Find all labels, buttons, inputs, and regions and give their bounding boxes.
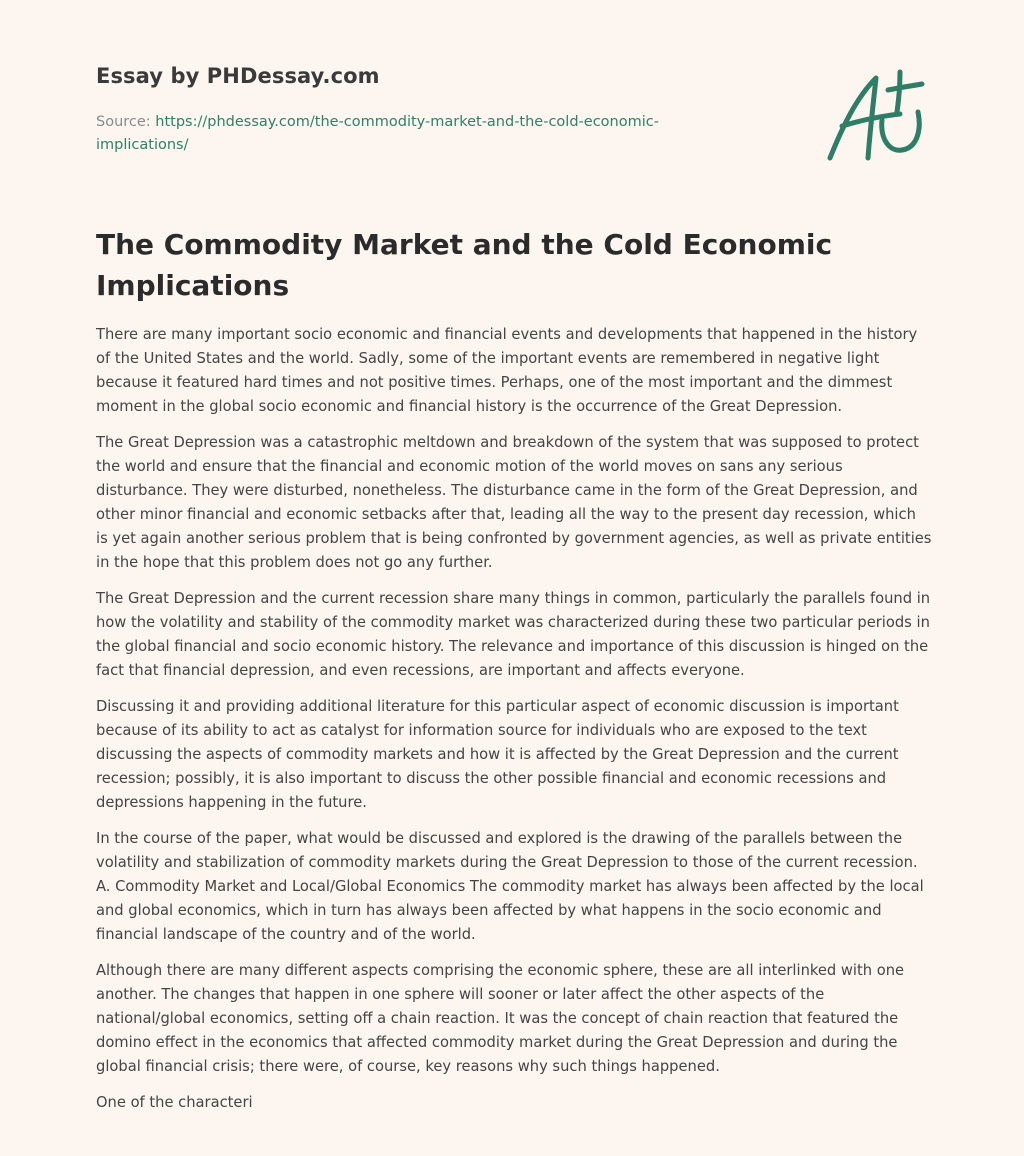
essay-paragraph: There are many important socio economic and financial events and developments that happened in the history of the United States and the world. Sadly, some of the important events are remembered in negative light because it featured hard times and not positive times. Perhaps, one of the most important and the dimmest moment in the global socio economic and financial history is the occurrence of the Great Depression.: [96, 326, 918, 415]
source-label: Source:: [96, 114, 156, 130]
essay-body: [96, 323, 932, 1127]
essay-paragraph: In the course of the paper, what would be discussed and explored is the drawing of the parallels between the volatility and stabilization of commodity markets during the Great Depression to those of the current recession. A. Commodity Market and Local/Global Economics The commodity market has always been affected by the local and global economics, which in turn has always been affected by what happens in the socio economic and financial landscape of the country and of the world.: [96, 830, 924, 943]
essay-paragraph-truncated: One of the characteri: [96, 1094, 253, 1111]
site-brand: Essay by PHDessay.com: [96, 64, 380, 88]
essay-paragraph: The Great Depression was a catastrophic meltdown and breakdown of the system that was supposed to protect the world and ensure that the financial and economic motion of the world moves on sans any serious disturbance. They were disturbed, nonetheless. The disturbance came in the form of the Great Depression, and other minor financial and economic setbacks after that, leading all the way to the present day recession, which is yet again another serious problem that is being confronted by government agencies, as well as private entities in the hope that this problem does not go any further.: [96, 434, 932, 571]
a-plus-grade-icon: [818, 68, 930, 166]
source-link[interactable]: https://phdessay.com/the-commodity-market-and-the-cold-economic-implications/: [96, 114, 659, 153]
essay-paragraph: Discussing it and providing additional literature for this particular aspect of economic discussion is important because of its ability to act as catalyst for information source for individuals who are exposed to the text discussing the aspects of commodity markets and how it is affected by the Great Depression and the current recession; possibly, it is also important to discuss the other possible financial and economic recessions and depressions happening in the future.: [96, 698, 899, 811]
essay-paragraph: The Great Depression and the current recession share many things in common, particularly the parallels found in how the volatility and stability of the commodity market was characterized during these two particular periods in the global financial and socio economic history. The relevance and importance of this discussion is hinged on the fact that financial depression, and even recessions, are important and affects everyone.: [96, 590, 931, 679]
essay-paragraph: Although there are many different aspects comprising the economic sphere, these are all interlinked with one another. The changes that happen in one sphere will sooner or later affect the other aspects of the national/global economics, setting off a chain reaction. It was the concept of chain reaction that featured the domino effect in the economics that affected commodity market during the Great Depression and during the global financial crisis; there were, of course, key reasons why such things happened.: [96, 962, 905, 1075]
source-line: [96, 111, 736, 157]
essay-title: The Commodity Market and the Cold Economic Implications: [96, 228, 833, 302]
